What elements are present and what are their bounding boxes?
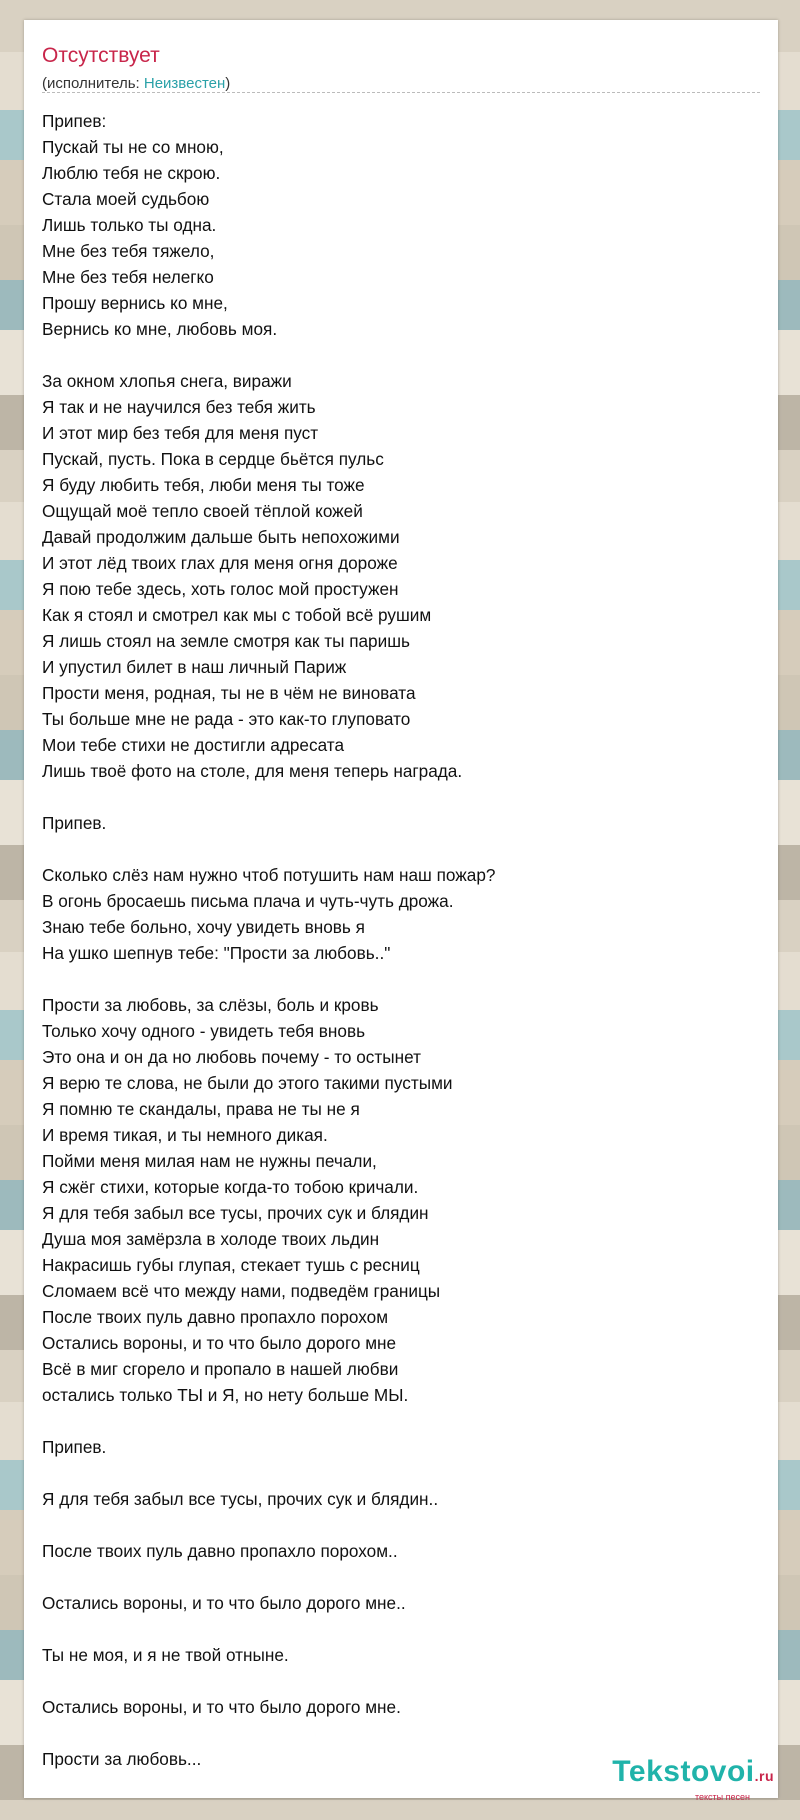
artist-line: [42, 75, 230, 92]
logo-tld: .ru: [754, 1768, 774, 1784]
lyrics-card: [24, 20, 778, 1798]
artist-suffix: ): [225, 75, 231, 92]
logo-tagline: тексты песен: [694, 1792, 750, 1802]
lyrics-text: Припев: Пускай ты не со мною, Люблю тебя не скрою. Стала моей судьбою Лишь только ты одна. Мне без тебя тяжело, Мне без тебя нелегко Прошу вернись ко мне, Вернись ко мне, любовь моя. За окном хлопья снега, виражи Я так и не научился без тебя жить И этот мир без тебя для меня пуст Пускай, пусть. Пока в сердце бьётся пульс Я буду любить тебя, люби меня ты тоже Ощущай моё тепло своей тёплой кожей Давай продолжим дальше быть непохожими И этот лёд твоих глах для меня огня дороже Я пою тебе здесь, хоть голос мой простужен Как я стоял и смотрел как мы с тобой всё рушим Я лишь стоял на земле смотря как ты паришь И упустил билет в наш личный Париж Прости меня, родная, ты не в чём не виновата Ты больше мне не рада - это как-то глуповато Мои тебе стихи не достигли адресата Лишь твоё фото на столе, для меня теперь награда. Припев. Сколько слёз нам нужно чтоб потушить нам наш пожар? В огонь бросаешь письма плача и чуть-чуть дрожа. Знаю тебе больно, хочу увидеть вновь я На ушко шепнув тебе: "Прости за любовь.." Прости за любовь, за слёзы, боль и кровь Только хочу одного - увидеть тебя вновь Это она и он да но любовь почему - то остынет Я верю те слова, не были до этого такими пустыми Я помню те скандалы, права не ты не я И время тикая, и ты немного дикая. Пойми меня милая нам не нужны печали, Я сжёг стихи, которые когда-то тобою кричали. Я для тебя забыл все тусы, прочих сук и блядин Душа моя замёрзла в холоде твоих льдин Накрасишь губы глупая, стекает тушь с ресниц Сломаем всё что между нами, подведём границы После твоих пуль давно пропахло порохом Остались вороны, и то что было дорого мне Всё в миг сгорело и пропало в нашей любви остались только ТЫ и Я, но нету больше МЫ. Припев. Я для тебя забыл все тусы, прочих сук и блядин.. После твоих пуль давно пропахло порохом.. Остались вороны, и то что было дорого мне.. Ты не моя, и я не твой отныне. Остались вороны, и то что было дорого мне. Прости за любовь...: [42, 111, 496, 1769]
logo-wordmark: [612, 1757, 774, 1791]
artist-prefix: (исполнитель:: [42, 75, 144, 92]
artist-link[interactable]: Неизвестен: [143, 75, 226, 92]
logo-name: Tekstovoi: [612, 1755, 755, 1788]
header-divider: [42, 92, 760, 93]
site-logo[interactable]: [612, 1757, 774, 1802]
song-title: Отсутствует: [42, 44, 160, 67]
